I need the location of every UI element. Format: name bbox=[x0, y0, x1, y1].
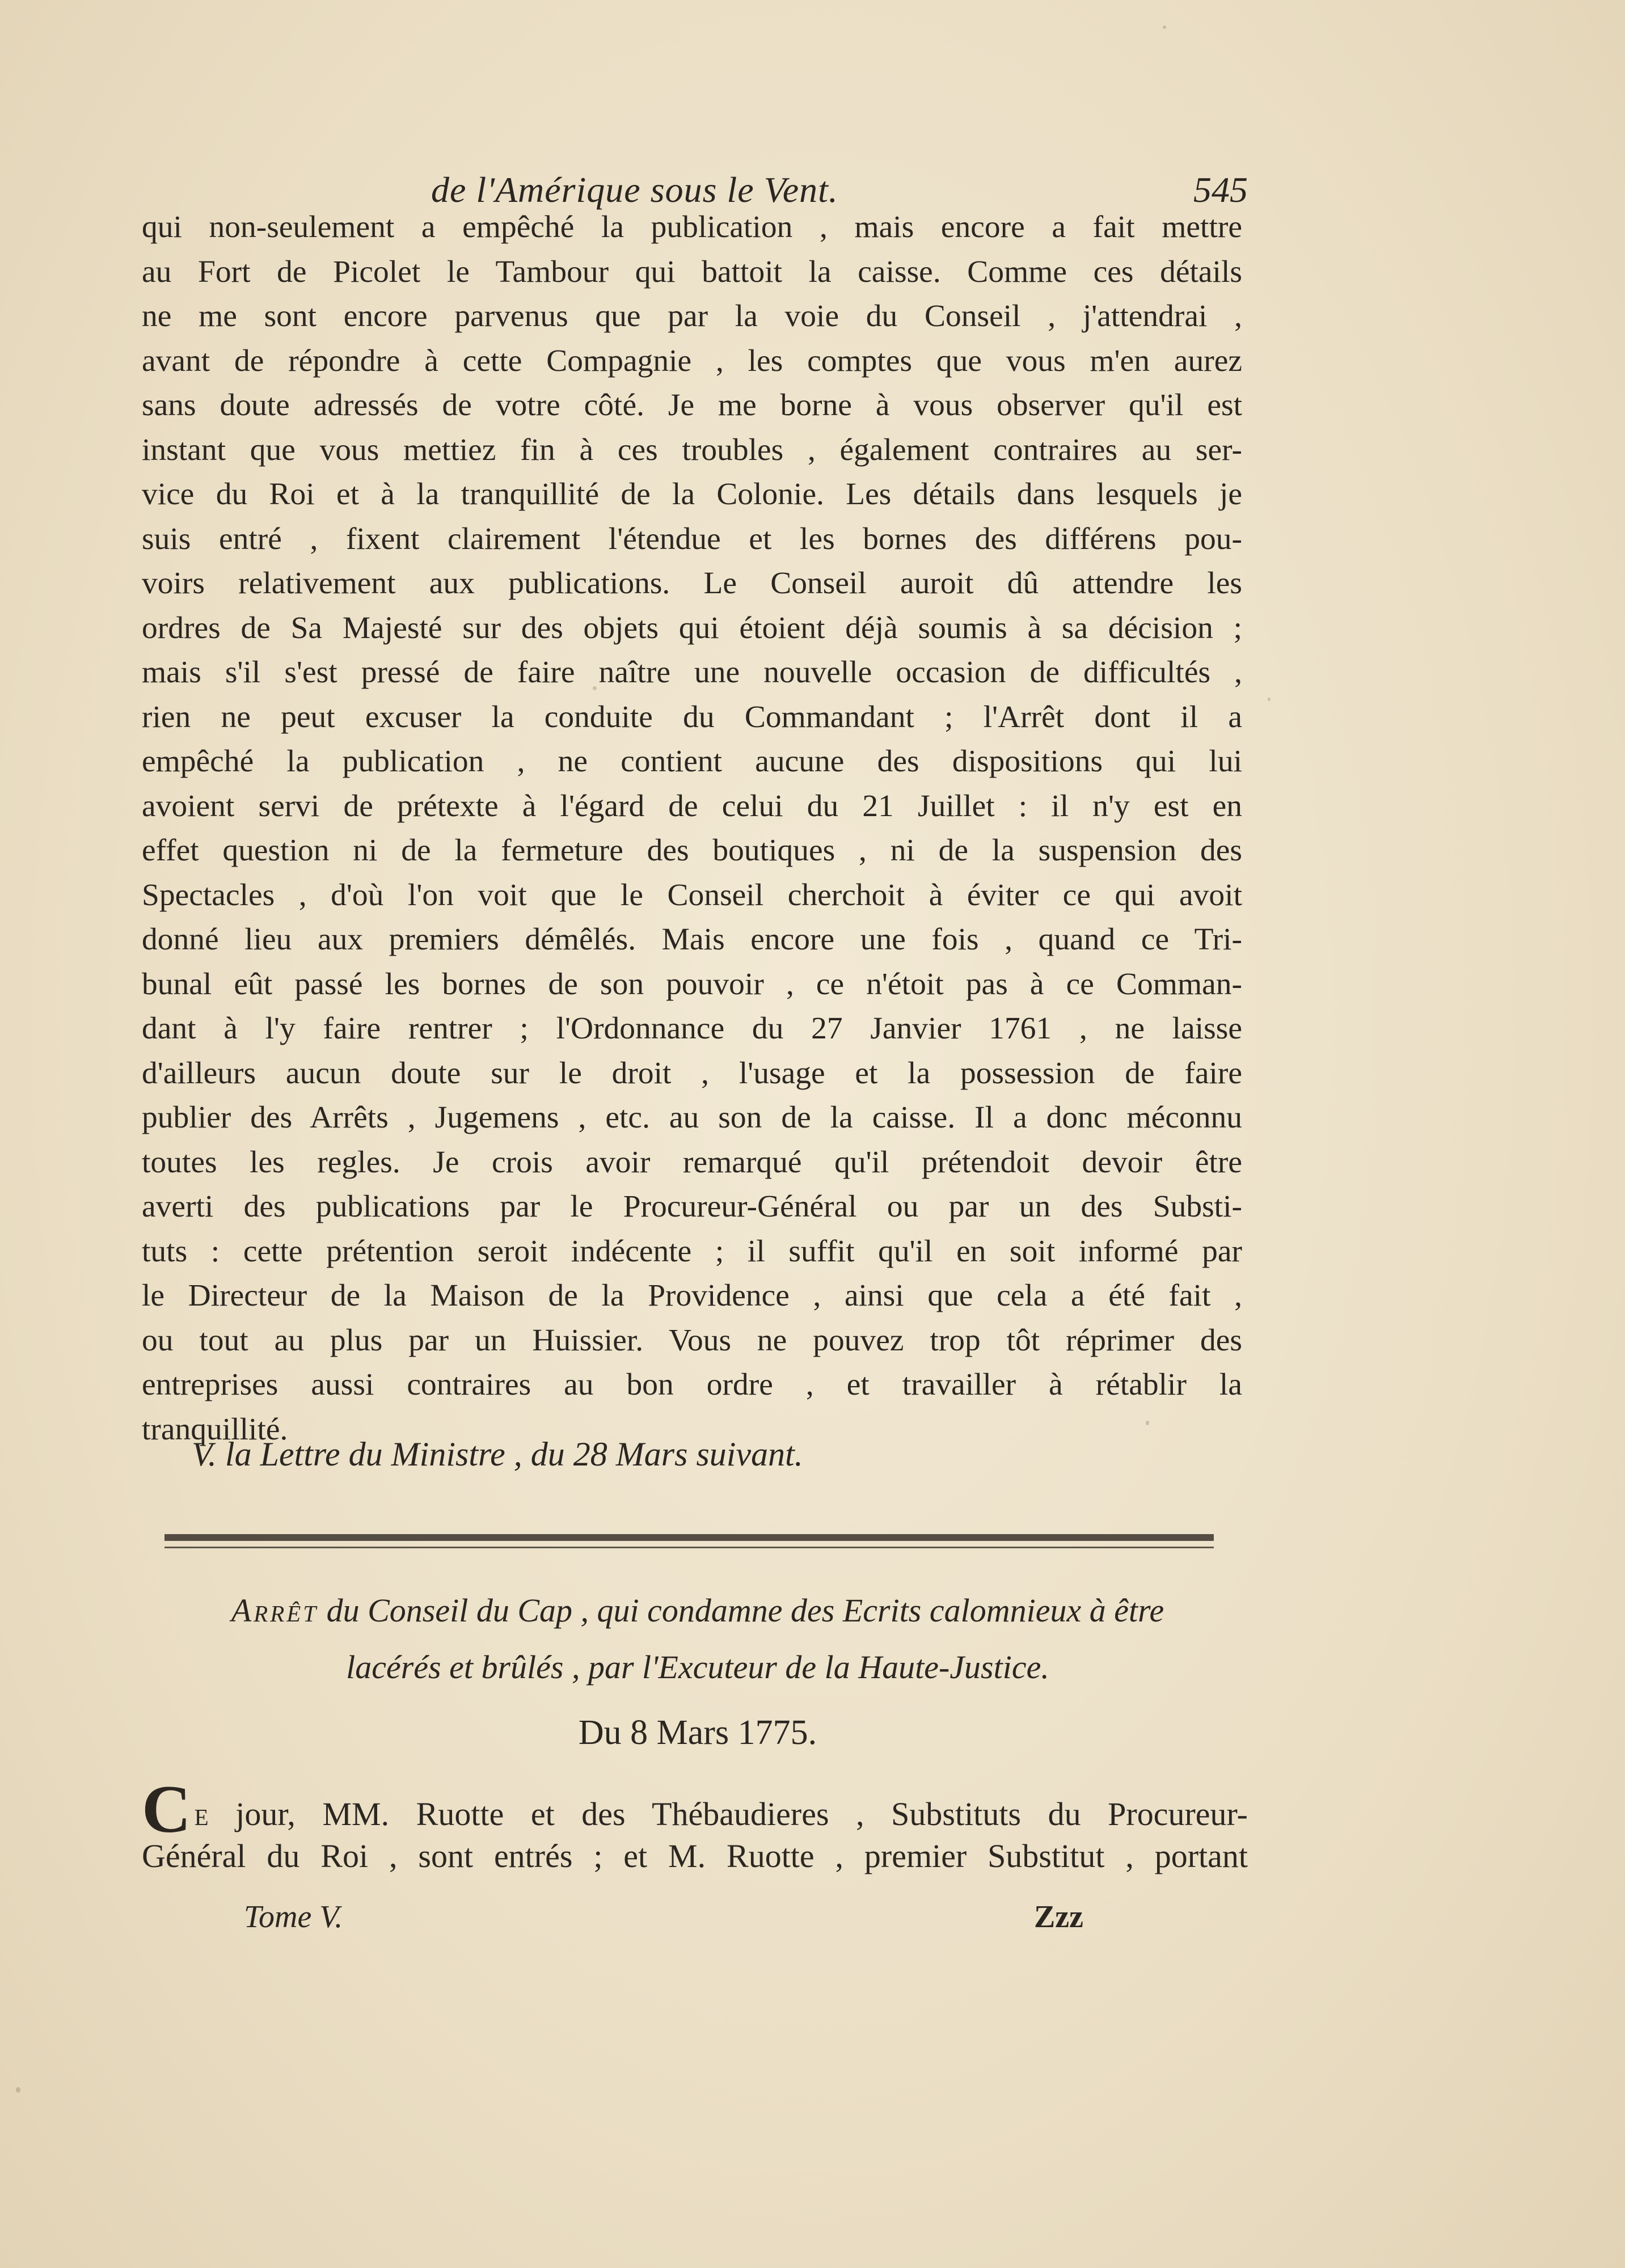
body-line: effet question ni de la fermeture des boutiques , ni de la suspension des bbox=[142, 833, 1242, 868]
body-line: d'ailleurs aucun doute sur le droit , l'usage et la possession de faire bbox=[142, 1055, 1242, 1091]
decree-title bbox=[150, 1582, 1245, 1696]
volume-label: Tome V. bbox=[244, 1899, 343, 1935]
section-divider-thick bbox=[164, 1534, 1214, 1541]
body-line: toutes les regles. Je crois avoir remarqué qu'il prétendoit devoir être bbox=[142, 1144, 1242, 1180]
body-line: avant de répondre à cette Compagnie , les comptes que vous m'en aurez bbox=[142, 343, 1242, 378]
body-line: suis entré , fixent clairement l'étendue et les bornes des différens pou- bbox=[142, 521, 1242, 556]
paper-speck bbox=[1163, 26, 1166, 29]
opening-line-1-rest: jour, MM. Ruotte et des Thébaudieres , Substituts du Procureur- bbox=[208, 1796, 1248, 1832]
paper-speck bbox=[1146, 1421, 1149, 1425]
paper-speck bbox=[593, 686, 597, 690]
opening-line-2: Général du Roi , sont entrés ; et M. Ruotte , premier Substitut , portant bbox=[142, 1838, 1248, 1874]
title-line-2: lacérés et brûlés , par l'Excuteur de la Haute-Justice. bbox=[346, 1649, 1049, 1686]
opening-smallcap: e bbox=[194, 1796, 209, 1832]
signature-mark: Zzz bbox=[1033, 1899, 1083, 1935]
body-line: vice du Roi et à la tranquillité de la Colonie. Les détails dans lesquels je bbox=[142, 477, 1242, 512]
paper-speck bbox=[1268, 698, 1271, 701]
body-line: tranquillité. bbox=[142, 1412, 288, 1447]
running-title: de l'Amérique sous le Vent. bbox=[431, 170, 838, 210]
body-line: Spectacles , d'où l'on voit que le Conseil cherchoit à éviter ce qui avoit bbox=[142, 877, 1242, 913]
body-line: ne me sont encore parvenus que par la voie du Conseil , j'attendrai , bbox=[142, 299, 1242, 333]
body-line: bunal eût passé les bornes de son pouvoir , ce n'étoit pas à ce Comman- bbox=[142, 966, 1242, 1002]
body-line: instant que vous mettiez fin à ces troubles , également contraires au ser- bbox=[142, 432, 1242, 467]
body-line: qui non-seulement a empêché la publication , mais encore a fait mettre bbox=[142, 210, 1242, 244]
body-line: dant à l'y faire rentrer ; l'Ordonnance du 27 Janvier 1761 , ne laisse bbox=[142, 1011, 1242, 1046]
opening-line-1 bbox=[142, 1786, 1248, 1833]
paper-speck bbox=[16, 2087, 20, 2093]
body-line: ou tout au plus par un Huissier. Vous ne pouvez trop tôt réprimer des bbox=[142, 1323, 1242, 1358]
page-number: 545 bbox=[1193, 170, 1248, 210]
title-line-1-rest: du Conseil du Cap , qui condamne des Ecrits calomnieux à être bbox=[326, 1592, 1164, 1629]
body-line: publier des Arrêts , Jugemens , etc. au son de la caisse. Il a donc méconnu bbox=[142, 1100, 1242, 1135]
body-line: rien ne peut excuser la conduite du Commandant ; l'Arrêt dont il a bbox=[142, 699, 1242, 734]
body-line: le Directeur de la Maison de la Providence , ainsi que cela a été fait , bbox=[142, 1278, 1242, 1313]
body-line: donné lieu aux premiers démêlés. Mais encore une fois , quand ce Tri- bbox=[142, 922, 1242, 957]
body-line: ordres de Sa Majesté sur des objets qui étoient déjà soumis à sa décision ; bbox=[142, 610, 1242, 645]
page-footer bbox=[244, 1899, 1129, 1944]
cross-reference: V. la Lettre du Ministre , du 28 Mars suivant. bbox=[192, 1435, 803, 1473]
body-line: mais s'il s'est pressé de faire naître une nouvelle occasion de difficultés , bbox=[142, 655, 1242, 690]
body-line: avoient servi de prétexte à l'égard de celui du 21 Juillet : il n'y est en bbox=[142, 788, 1242, 823]
letter-body bbox=[142, 205, 1242, 1452]
body-line: entreprises aussi contraires au bon ordre , et travailler à rétablir la bbox=[142, 1367, 1242, 1402]
body-line: au Fort de Picolet le Tambour qui battoit la caisse. Comme ces détails bbox=[142, 254, 1242, 289]
body-line: averti des publications par le Procureur-Général ou par un des Substi- bbox=[142, 1189, 1242, 1224]
title-line-1 bbox=[150, 1582, 1245, 1639]
drop-cap: C bbox=[142, 1786, 191, 1833]
decree-opening bbox=[142, 1786, 1248, 1880]
body-line: sans doute adressés de votre côté. Je me borne à vous observer qu'il est bbox=[142, 388, 1242, 423]
body-line: voirs relativement aux publications. Le Conseil auroit dû attendre les bbox=[142, 566, 1242, 601]
body-line: empêché la publication , ne contient aucune des dispositions qui lui bbox=[142, 744, 1242, 779]
decree-date: Du 8 Mars 1775. bbox=[578, 1713, 817, 1752]
body-line: tuts : cette prétention seroit indécente ; il suffit qu'il en soit informé par bbox=[142, 1234, 1242, 1269]
section-divider-thin bbox=[164, 1547, 1214, 1548]
title-lead: Arrêt bbox=[231, 1592, 319, 1629]
